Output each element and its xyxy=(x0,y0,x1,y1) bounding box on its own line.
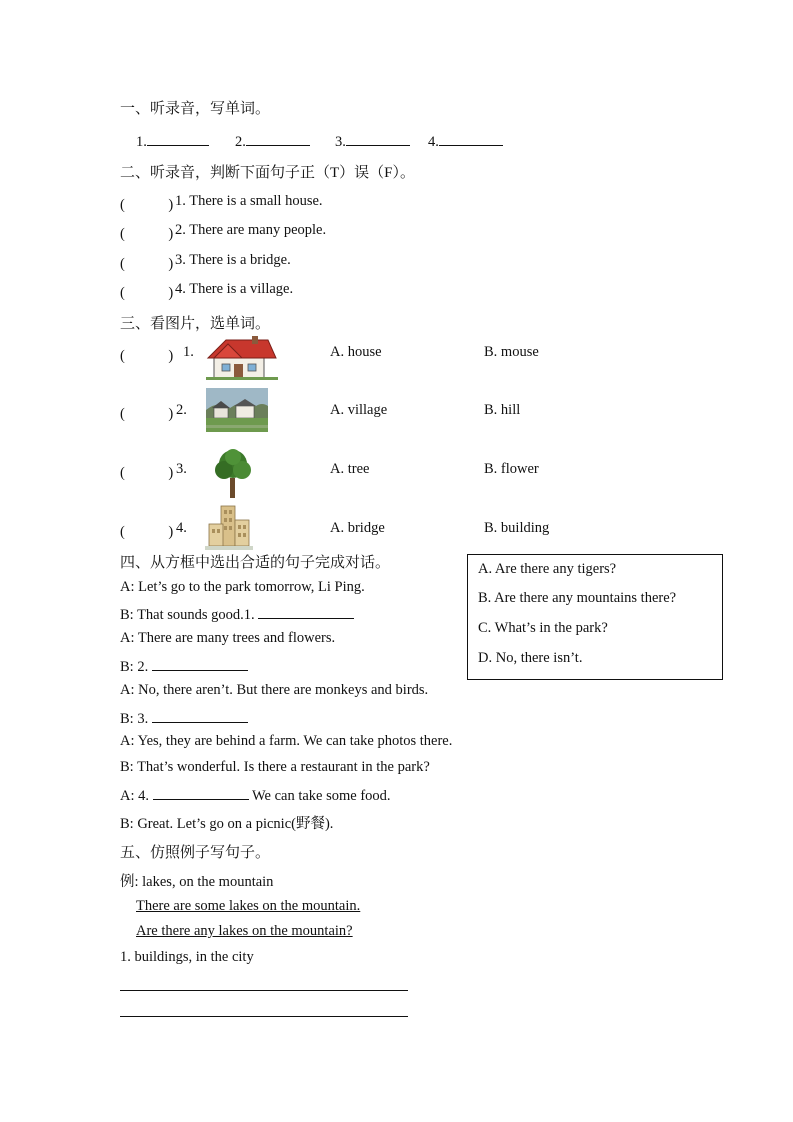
dialogue-line: A: 4. We can take some food. xyxy=(120,785,391,805)
example-text: lakes, on the mountain xyxy=(138,874,274,890)
example-line xyxy=(120,870,273,891)
dialogue-line: B: Great. Let’s go on a picnic(野餐). xyxy=(120,816,334,832)
s1-item-4: 4. xyxy=(428,131,503,151)
s1-item-2: 2. xyxy=(235,131,310,151)
dialogue-line: B: 2. xyxy=(120,656,248,676)
answer-blank[interactable] xyxy=(258,604,354,619)
dialogue-line: A: No, there aren’t. But there are monkeys and birds. xyxy=(120,682,429,698)
s3-num: 2. xyxy=(176,402,187,418)
section4-title: 四、从方框中选出合适的句子完成对话。 xyxy=(120,555,391,571)
answer-line[interactable] xyxy=(120,990,408,991)
answer-blank[interactable] xyxy=(147,131,209,146)
answer-blank[interactable] xyxy=(246,131,310,146)
dialogue-line: B: That’s wonderful. Is there a restaurant in the park? xyxy=(120,759,430,775)
s2-paren[interactable]: ( ) xyxy=(120,226,174,242)
house-icon xyxy=(206,334,278,380)
s3-num: 1. xyxy=(183,344,194,360)
s3-option-a[interactable]: A. house xyxy=(330,344,382,360)
s2-sentence: 4. There is a village. xyxy=(175,281,294,297)
section2-title: 二、听录音，判断下面句子正（T）误（F）。 xyxy=(120,165,416,181)
example-answer-1: There are some lakes on the mountain. xyxy=(136,898,361,914)
dialogue-line: A: There are many trees and flowers. xyxy=(120,630,336,646)
answer-blank[interactable] xyxy=(153,785,249,800)
s3-paren[interactable]: ( ) xyxy=(120,406,174,422)
dialogue-line: B: 3. xyxy=(120,708,248,728)
village-icon xyxy=(206,388,268,432)
s3-paren[interactable]: ( ) xyxy=(120,465,174,481)
s3-paren[interactable]: ( ) xyxy=(120,348,174,364)
answer-blank[interactable] xyxy=(346,131,410,146)
s2-sentence: 3. There is a bridge. xyxy=(175,252,291,268)
s3-paren[interactable]: ( ) xyxy=(120,524,174,540)
answer-blank[interactable] xyxy=(439,131,503,146)
answer-blank[interactable] xyxy=(152,708,248,723)
building-icon xyxy=(205,504,253,550)
s3-num: 4. xyxy=(176,520,187,536)
s2-sentence: 2. There are many people. xyxy=(175,222,327,238)
answer-line[interactable] xyxy=(120,1016,408,1017)
dialogue-line: B: That sounds good.1. xyxy=(120,604,354,624)
example-answer-2: Are there any lakes on the mountain? xyxy=(136,923,353,939)
section5-title: 五、仿照例子写句子。 xyxy=(120,845,271,861)
s3-option-a[interactable]: A. bridge xyxy=(330,520,385,536)
dialogue-line: A: Let’s go to the park tomorrow, Li Ping. xyxy=(120,579,365,595)
s3-option-b[interactable]: B. flower xyxy=(484,461,539,477)
s2-paren[interactable]: ( ) xyxy=(120,256,174,272)
s3-num: 3. xyxy=(176,461,187,477)
s3-option-a[interactable]: A. tree xyxy=(330,461,370,477)
question-1: 1. buildings, in the city xyxy=(120,949,254,965)
tree-icon xyxy=(212,448,254,498)
box-option-c: C. What’s in the park? xyxy=(478,620,608,636)
s2-paren[interactable]: ( ) xyxy=(120,285,174,301)
s1-item-3: 3. xyxy=(335,131,410,151)
s3-option-b[interactable]: B. mouse xyxy=(484,344,539,360)
dialogue-line: A: Yes, they are behind a farm. We can take photos there. xyxy=(120,733,453,749)
box-option-d: D. No, there isn’t. xyxy=(478,650,583,666)
s3-option-b[interactable]: B. hill xyxy=(484,402,521,418)
s2-paren[interactable]: ( ) xyxy=(120,197,174,213)
box-option-a: A. Are there any tigers? xyxy=(478,561,617,577)
box-option-b: B. Are there any mountains there? xyxy=(478,590,677,606)
s2-sentence: 1. There is a small house. xyxy=(175,193,323,209)
answer-blank[interactable] xyxy=(152,656,248,671)
s3-option-b[interactable]: B. building xyxy=(484,520,550,536)
s1-item-1: 1. xyxy=(136,131,209,151)
section3-title: 三、看图片，选单词。 xyxy=(120,316,271,332)
example-label: 例: xyxy=(120,874,139,890)
s3-option-a[interactable]: A. village xyxy=(330,402,388,418)
section1-title: 一、听录音，写单词。 xyxy=(120,101,271,117)
